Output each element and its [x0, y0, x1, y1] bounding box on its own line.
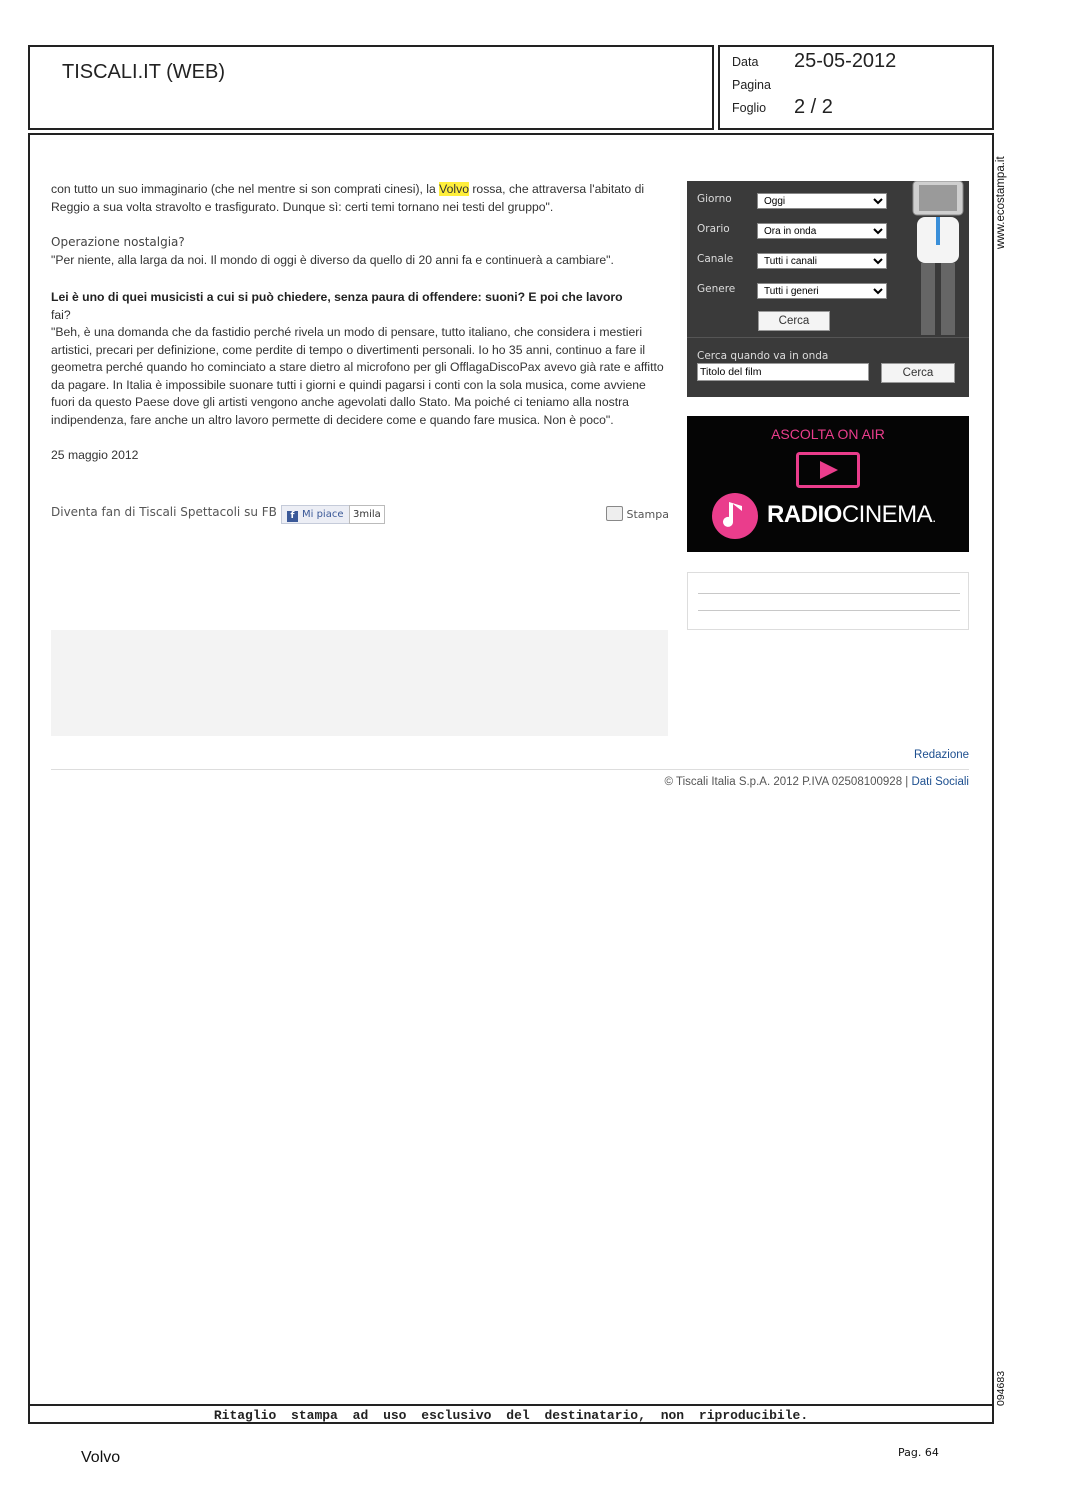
data-value: 25-05-2012	[794, 50, 897, 72]
divider	[687, 337, 969, 338]
interview-block	[51, 289, 669, 429]
giorno-select[interactable]	[757, 193, 887, 209]
question: Lei è uno di quei musicisti a cui si può chiedere, senza paura di offendere: suoni? E poi che lavoro	[51, 290, 623, 304]
footer-rule	[51, 769, 969, 770]
print-button[interactable]: Stampa	[606, 506, 669, 521]
copyright-line: © Tiscali Italia S.p.A. 2012 P.IVA 02508100928 | Dati Sociali	[664, 776, 969, 788]
question: Operazione nostalgia?	[51, 235, 185, 249]
search-film-button[interactable]: Cerca	[881, 363, 955, 383]
foglio-label: Foglio	[732, 101, 767, 115]
redazione-link[interactable]: Redazione	[914, 749, 969, 761]
radio-banner[interactable]	[687, 416, 969, 552]
empty-side-box	[687, 572, 969, 630]
clipping-code: 094683	[995, 1370, 1007, 1406]
article-paragraph: con tutto un suo immaginario (che nel mentre si son comprati cinesi), la Volvo rossa, che attraversa l'abitato di Reggio a sua volta stravolto e trasfigurato. Dunque sì: certi temi tornano nei testi del gruppo".	[51, 182, 645, 214]
facebook-icon: f	[287, 511, 298, 522]
printer-icon	[606, 506, 623, 521]
header-meta-box	[718, 45, 994, 130]
canale-select[interactable]	[757, 253, 887, 269]
dati-sociali-link[interactable]: Dati Sociali	[911, 776, 969, 788]
orario-select[interactable]	[757, 223, 887, 239]
play-icon	[796, 452, 860, 488]
canale-label: Canale	[697, 253, 734, 265]
answer: "Per niente, alla larga da noi. Il mondo di oggi è diverso da quello di 20 anni fa e continuerà a cambiare".	[51, 252, 614, 267]
article-body	[51, 181, 669, 477]
giorno-label: Giorno	[697, 193, 732, 205]
search-button[interactable]: Cerca	[758, 311, 830, 331]
music-note-logo	[711, 492, 759, 540]
foglio-value: 2 / 2	[794, 96, 833, 118]
highlighted-keyword: Volvo	[439, 182, 469, 196]
keyword-label: Volvo	[81, 1449, 121, 1466]
pagina-label: Pagina	[732, 78, 771, 92]
genere-label: Genere	[697, 283, 736, 295]
like-button[interactable]: f Mi piace	[281, 505, 350, 524]
article-date: 25 maggio 2012	[51, 448, 139, 462]
data-label: Data	[732, 55, 759, 69]
like-count: 3mila	[349, 505, 385, 524]
source-name: TISCALI.IT (WEB)	[62, 61, 225, 83]
ad-placeholder	[51, 630, 668, 736]
answer: "Beh, è una domanda che da fastidio perché rivela un modo di pensare, tutto italiano, che considera i mestieri artistici, precari per definizione, come perdite di tempo o divertimenti personali. Io ho 35 anni, continuo a fare il geometra perché quando ho cominciato a stare dietro al microfono per gli OfflagaDiscoPax avevo già rate e affitto da pagare. In Italia è impossibile suonare tutti i giorni e quindi pagarsi i conti con la sola musica, come avviene fuori da questo Paese dove gli artisti vengono anche agevolati dallo Stato. Ma poiché ci teniamo alla nostra indipendenza, fare anche un altro lavoro permette di decidere come e quando fare musica. Non è poco".	[51, 325, 664, 427]
genere-select[interactable]	[757, 283, 887, 299]
radio-title: ASCOLTA ON AIR	[771, 426, 885, 442]
copyright-notice: Ritaglio stampa ad uso esclusivo del destinatario, non riproducibile.	[28, 1404, 994, 1424]
header-source-box	[28, 45, 714, 130]
tv-guide-widget	[687, 181, 969, 397]
interview-block	[51, 234, 669, 269]
film-title-input[interactable]	[697, 363, 869, 381]
question-tail: fai?	[51, 307, 71, 322]
tv-mascot-illustration	[909, 181, 967, 337]
orario-label: Orario	[697, 223, 730, 235]
cerca-quando-label: Cerca quando va in onda	[697, 350, 829, 362]
radio-brand: RADIOCINEMA.	[767, 501, 936, 528]
fan-text: Diventa fan di Tiscali Spettacoli su FB	[51, 505, 277, 519]
social-row	[51, 505, 669, 525]
page-number: Pag. 64	[898, 1446, 939, 1459]
source-url: www.ecostampa.it	[995, 156, 1007, 249]
